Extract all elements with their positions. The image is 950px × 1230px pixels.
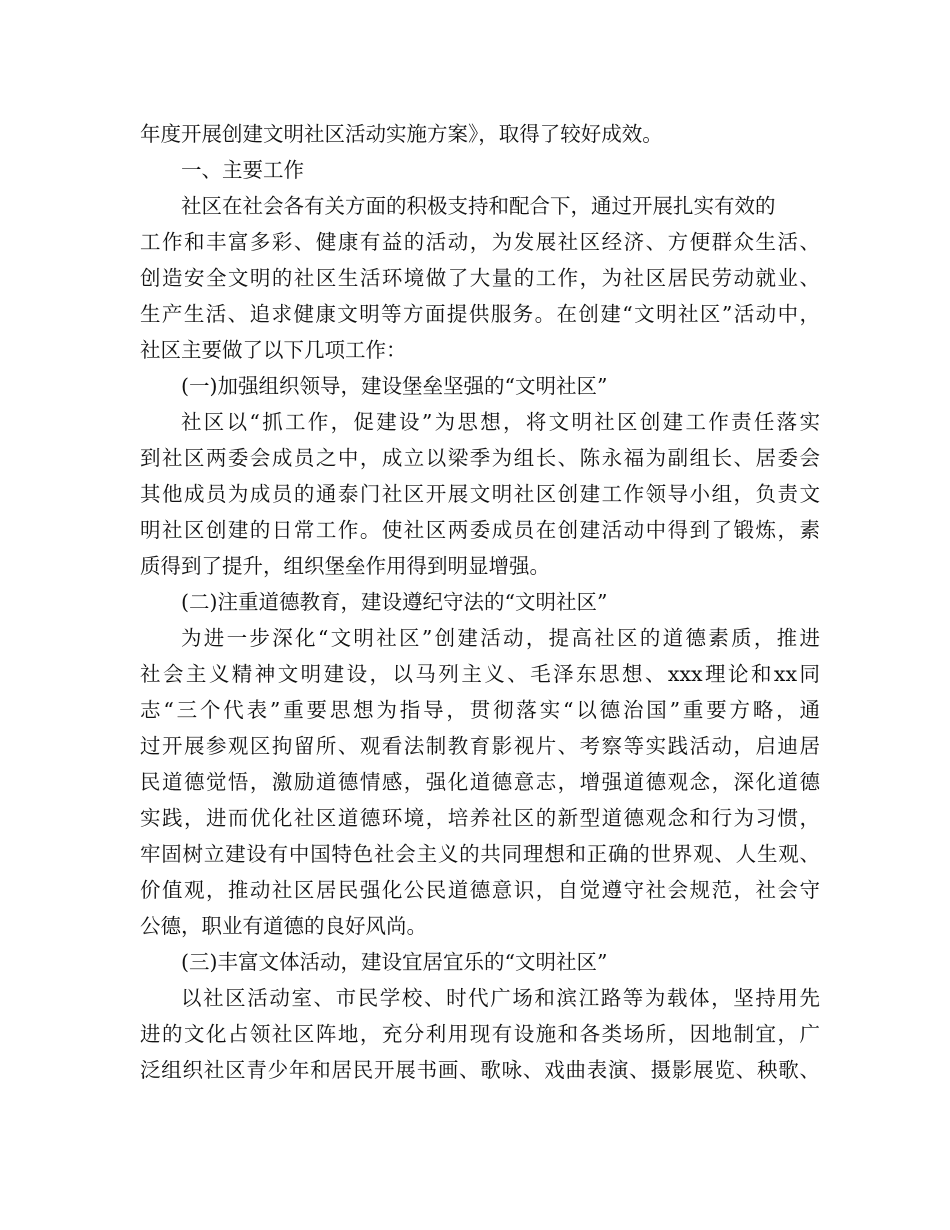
paragraph-line: 生产生活、追求健康文明等方面提供服务。在创建“文明社区”活动中， bbox=[140, 302, 820, 326]
paragraph-line: 价值观，推动社区居民强化公民道德意识，自觉遵守社会规范，社会守 bbox=[140, 878, 820, 902]
paragraph-line: 明社区创建的日常工作。使社区两委成员在创建活动中得到了锻炼，素 bbox=[140, 518, 820, 542]
paragraph-line: 公德，职业有道德的良好风尚。 bbox=[140, 914, 427, 938]
paragraph-line: 泛组织社区青少年和居民开展书画、歌咏、戏曲表演、摄影展览、秧歌、 bbox=[140, 1058, 820, 1082]
paragraph-line: 质得到了提升，组织堡垒作用得到明显增强。 bbox=[140, 554, 550, 578]
subsection-heading: (三)丰富文体活动，建设宜居宜乐的“文明社区” bbox=[181, 950, 608, 974]
paragraph-line: 年度开展创建文明社区活动实施方案》，取得了较好成效。 bbox=[140, 122, 663, 146]
subsection-heading: (二)注重道德教育，建设遵纪守法的“文明社区” bbox=[181, 590, 608, 614]
paragraph-line: 为进一步深化“文明社区”创建活动，提高社区的道德素质，推进 bbox=[181, 626, 820, 650]
paragraph-line: 过开展参观区拘留所、观看法制教育影视片、考察等实践活动，启迪居 bbox=[140, 734, 820, 758]
paragraph-line: 以社区活动室、市民学校、时代广场和滨江路等为载体，坚持用先 bbox=[181, 986, 820, 1010]
paragraph-line: 社会主义精神文明建设，以马列主义、毛泽东思想、xxx理论和xx同 bbox=[140, 662, 820, 686]
paragraph-line: 工作和丰富多彩、健康有益的活动，为发展社区经济、方便群众生活、 bbox=[140, 230, 820, 254]
paragraph-line: 社区以“抓工作，促建设”为思想，将文明社区创建工作责任落实 bbox=[181, 410, 820, 434]
paragraph-line: 牢固树立建设有中国特色社会主义的共同理想和正确的世界观、人生观、 bbox=[140, 842, 820, 866]
section-heading: 一、主要工作 bbox=[181, 158, 304, 182]
paragraph-line: 进的文化占领社区阵地，充分利用现有设施和各类场所，因地制宜，广 bbox=[140, 1022, 820, 1046]
paragraph-line: 其他成员为成员的通泰门社区开展文明社区创建工作领导小组，负责文 bbox=[140, 482, 820, 506]
paragraph-line: 到社区两委会成员之中，成立以梁季为组长、陈永福为副组长、居委会 bbox=[140, 446, 820, 470]
paragraph-line: 实践，进而优化社区道德环境，培养社区的新型道德观念和行为习惯， bbox=[140, 806, 820, 830]
paragraph-line: 志“三个代表”重要思想为指导，贯彻落实“以德治国”重要方略，通 bbox=[140, 698, 820, 722]
paragraph-line: 社区在社会各有关方面的积极支持和配合下，通过开展扎实有效的 bbox=[181, 194, 776, 218]
subsection-heading: (一)加强组织领导，建设堡垒坚强的“文明社区” bbox=[181, 374, 608, 398]
paragraph-line: 创造安全文明的社区生活环境做了大量的工作，为社区居民劳动就业、 bbox=[140, 266, 820, 290]
paragraph-line: 社区主要做了以下几项工作： bbox=[140, 338, 407, 362]
paragraph-line: 民道德觉悟，激励道德情感，强化道德意志，增强道德观念，深化道德 bbox=[140, 770, 820, 794]
